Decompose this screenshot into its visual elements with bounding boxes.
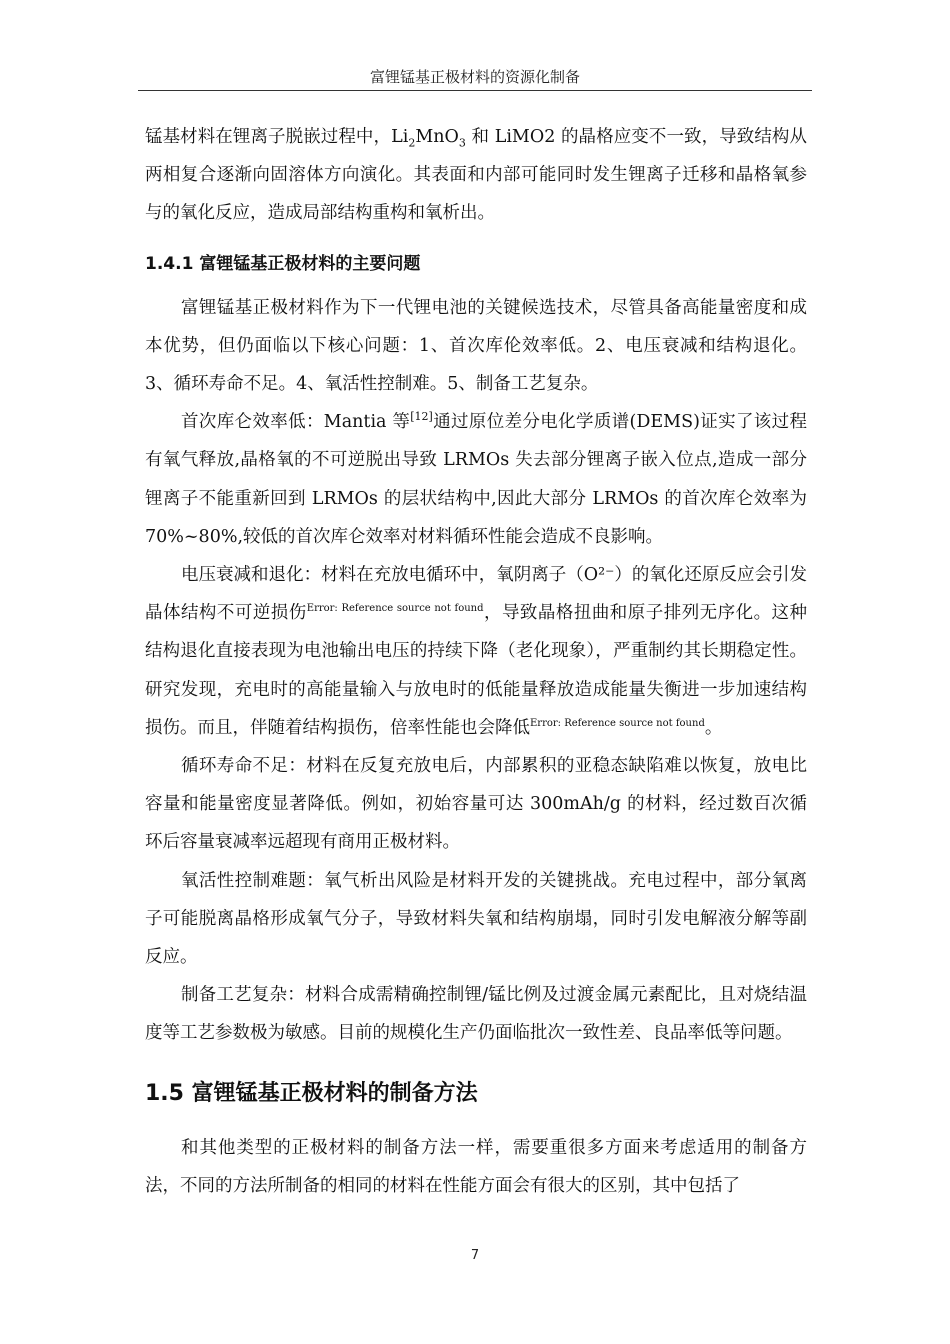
process-complexity-paragraph: 制备工艺复杂：材料合成需精确控制锂/锰比例及过渡金属元素配比，且对烧结温度等工艺参数极为敏感。目前的规模化生产仍面临批次一致性差、良品率低等问题。 [145, 985, 807, 1044]
citation-ref: [12] [410, 410, 433, 424]
header-divider [138, 90, 812, 91]
page-number: 7 [470, 1248, 480, 1263]
running-header: 富锂锰基正极材料的资源化制备 [369, 68, 580, 86]
reference-error: Error: Reference source not found [306, 603, 484, 615]
page-body [145, 118, 807, 1205]
voltage-decay-paragraph: 电压衰减和退化：材料在充放电循环中，氧阴离子（O²⁻）的氧化还原反应会引发晶体结构不可逆损伤$^{Error: Reference source not found}$，导致晶格扭曲和原子排列无序化。这种结构退化直接表现为电池输出电压的持续下降（老化现象），严重制约其长期稳定性。研究发现，充电时的高能量输入与放电时的低能量释放造成能量失衡进一步加速结构损伤。而且，伴随着结构损伤，倍率性能也会降低$^{Error: Reference source not found}$。 [145, 565, 808, 738]
section-heading-1-5: 1.5 富锂锰基正极材料的制备方法 [145, 1080, 478, 1106]
methods-paragraph: 和其他类型的正极材料的制备方法一样，需要重很多方面来考虑适用的制备方法，不同的方法所制备的相同的材料在性能方面会有很大的区别，其中包括了 [145, 1137, 807, 1196]
overview-paragraph: 富锂锰基正极材料作为下一代锂电池的关键候选技术，尽管具备高能量密度和成本优势，但仍面临以下核心问题：1、首次库伦效率低。2、电压衰减和结构退化。3、循环寿命不足。4、氧活性控制难。5、制备工艺复杂。 [145, 297, 807, 395]
oxygen-activity-paragraph: 氧活性控制难题：氧气析出风险是材料开发的关键挑战。充电过程中，部分氧离子可能脱离晶格形成氧气分子，导致材料失氧和结构崩塌，同时引发电解液分解等副反应。 [145, 870, 807, 968]
intro-paragraph: 锰基材料在锂离子脱嵌过程中，$Li_2MnO_3$ 和 LiMO2 的晶格应变不一致，导致结构从两相复合逐渐向固溶体方向演化。其表面和内部可能同时发生锂离子迁移和晶格氧参与的氧化反应，造成局部结构重构和氧析出。 [145, 127, 807, 224]
reference-error: Error: Reference source not found [530, 717, 705, 729]
coulombic-efficiency-paragraph: 首次库仑效率低：Mantia 等[12]通过原位差分电化学质谱(DEMS)证实了该过程有氧气释放,晶格氧的不可逆脱出导致 LRMOs 失去部分锂离子嵌入位点,造成一部分锂离子不能重新回到 LRMOs 的层状结构中,因此大部分 LRMOs 的首次库仑效率为 70%~80%,较低的首次库仑效率对材料循环性能会造成不良影响。 [145, 410, 807, 547]
section-heading-1-4-1: 1.4.1 富锂锰基正极材料的主要问题 [145, 253, 421, 274]
cycle-life-paragraph: 循环寿命不足：材料在反复充放电后，内部累积的亚稳态缺陷难以恢复，放电比容量和能量密度显著降低。例如，初始容量可达 300mAh/g 的材料，经过数百次循环后容量衰减率远超现有商用正极材料。 [145, 756, 807, 853]
